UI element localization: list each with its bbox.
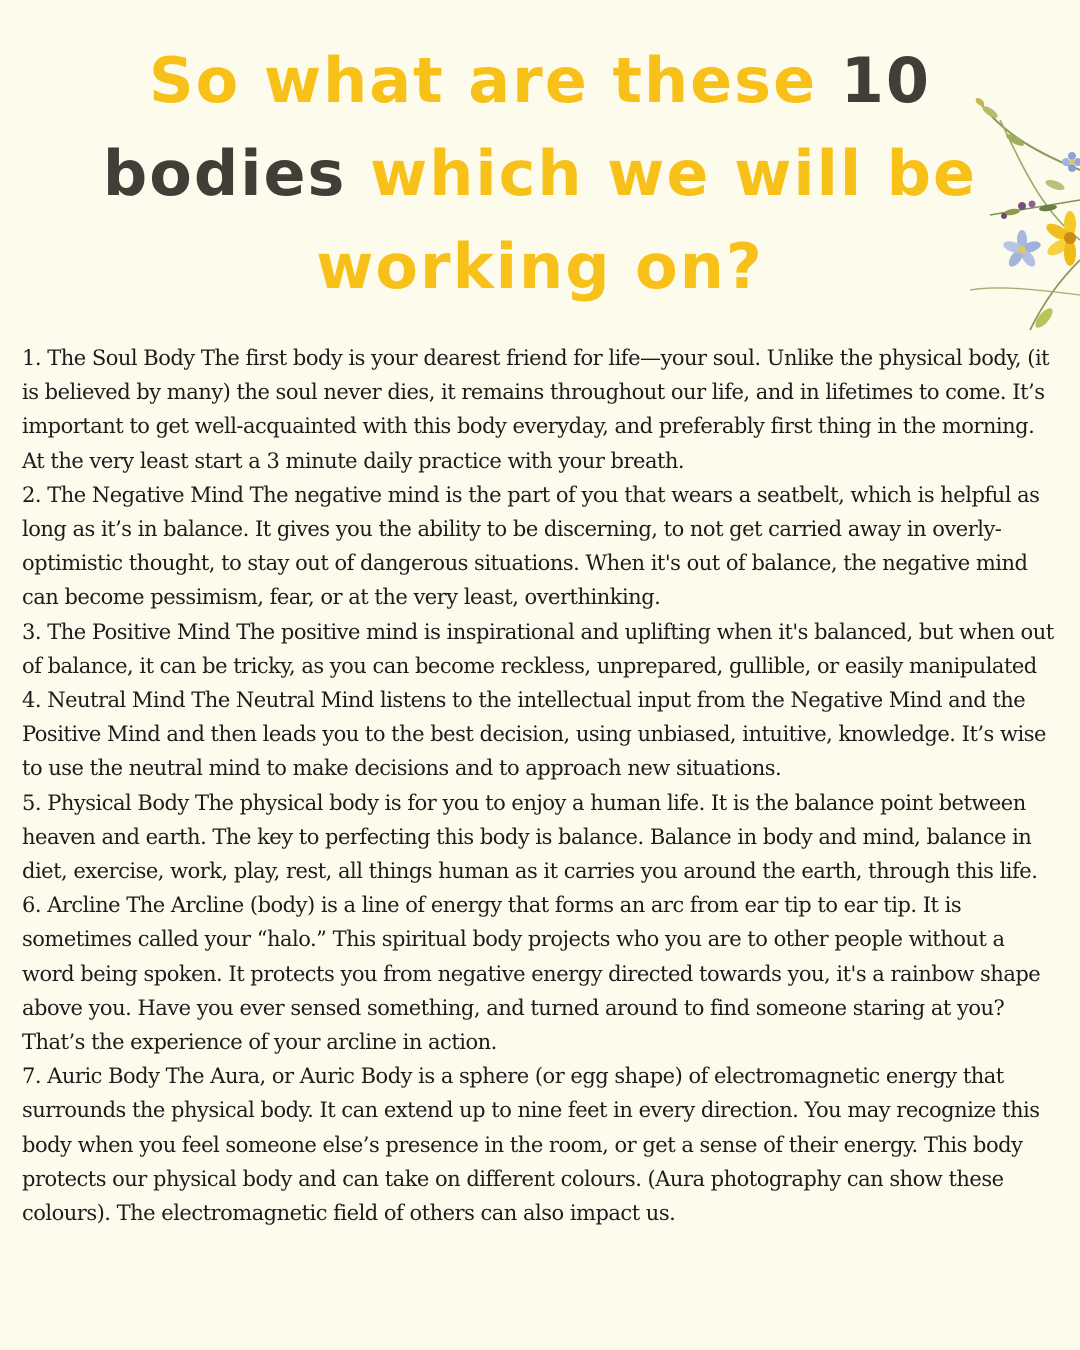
body-text bbox=[22, 341, 1062, 1230]
list-item-neutral-mind: 4. Neutral Mind The Neutral Mind listens to the intellectual input from the Negative Mind and the Positive Mind and then leads you to the best decision, using unbiased, intuitive, knowledge. It’s wise to use the neutral mind to make decisions and to approach new situations. bbox=[22, 688, 1046, 781]
title-highlight: 10 bodies bbox=[102, 44, 931, 210]
title-part-1: So what are these bbox=[148, 44, 841, 117]
list-item-physical-body: 5. Physical Body The physical body is for you to enjoy a human life. It is the balance point between heaven and earth. The key to perfecting this body is balance. Balance in body and mind, balance in diet, exercise, work, play, rest, all things human as it carries you around the earth, through this life. bbox=[22, 790, 1038, 884]
list-item-auric-body: 7. Auric Body The Aura, or Auric Body is a sphere (or egg shape) of electromagnetic energy that surrounds the physical body. It can extend up to nine feet in every direction. You may recognize this body when you feel someone else’s presence in the room, or get a sense of their energy. This body protects our physical body and can take on different colours. (Aura photography can show these colours). The electromagnetic field of others can also impact us. bbox=[22, 1064, 1040, 1226]
page-title bbox=[30, 34, 1050, 313]
list-item-arcline: 6. Arcline The Arcline (body) is a line of energy that forms an arc from ear tip to ear tip. It is sometimes called your “halo.” This spiritual body projects who you are to other people without a word being spoken. It protects you from negative energy directed towards you, it's a rainbow shape above you. Have you ever sensed something, and turned around to find someone staring at you? That’s the experience of your arcline in action. bbox=[22, 893, 1041, 1055]
list-item-soul-body: 1. The Soul Body The first body is your dearest friend for life—your soul. Unlike the physical body, (it is believed by many) the soul never dies, it remains throughout our life, and in lifetimes to come. It’s important to get well-acquainted with this body everyday, and preferably first thing in the morning. At the very least start a 3 minute daily practice with your breath. bbox=[22, 346, 1050, 473]
title-part-2: which we will be working on? bbox=[316, 137, 978, 303]
wildflower-sprig-icon bbox=[960, 90, 1080, 340]
list-item-negative-mind: 2. The Negative Mind The negative mind is the part of you that wears a seatbelt, which is helpful as long as it’s in balance. It gives you the ability to be discerning, to not get carried away in overly-optimistic thought, to stay out of dangerous situations. When it's out of balance, the negative mind can become pessimism, fear, or at the very least, overthinking. bbox=[22, 482, 1040, 610]
list-item-positive-mind: 3. The Positive Mind The positive mind is inspirational and uplifting when it's balanced, but when out of balance, it can be tricky, as you can become reckless, unprepared, gullible, or easily manipulated bbox=[22, 619, 1054, 678]
